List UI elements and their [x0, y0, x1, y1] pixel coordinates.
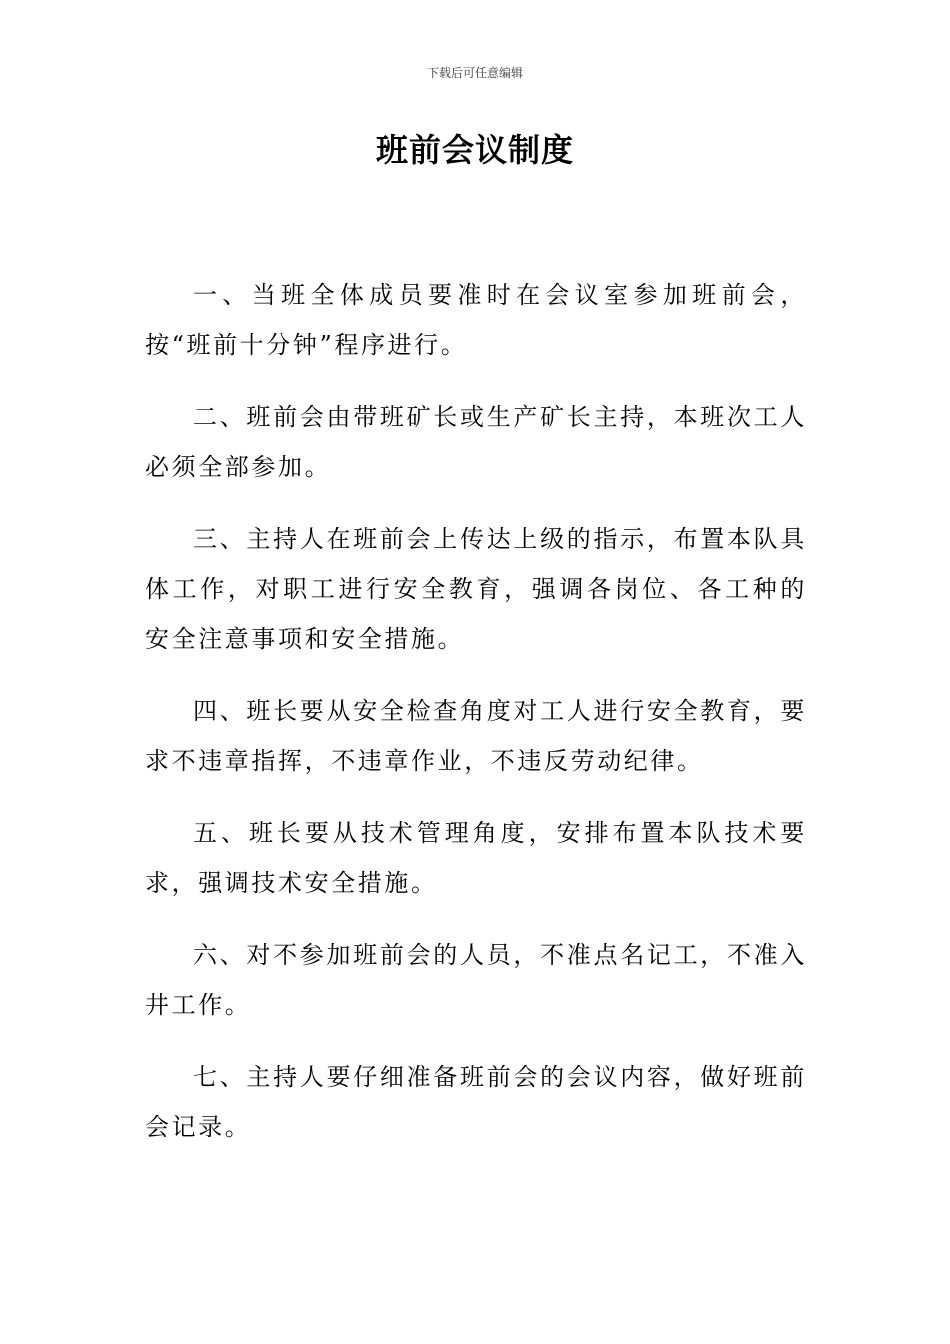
- document-body: [145, 270, 807, 1174]
- paragraph-3: 三、主持人在班前会上传达上级的指示，布置本队具体工作，对职工进行安全教育，强调各岗位、各工种的安全注意事项和安全措施。: [145, 525, 807, 653]
- paragraph-4: 四、班长要从安全检查角度对工人进行安全教育，要求不违章指挥，不违章作业，不违反劳动纪律。: [145, 697, 807, 775]
- paragraph-5: 五、班长要从技术管理角度，安排布置本队技术要求，强调技术安全措施。: [145, 819, 807, 897]
- paragraph-2: 二、班前会由带班矿长或生产矿长主持，本班次工人必须全部参加。: [145, 403, 807, 481]
- paragraph-6: 六、对不参加班前会的人员，不准点名记工，不准入井工作。: [145, 941, 807, 1019]
- paragraph-1: 一、当班全体成员要准时在会议室参加班前会，按“班前十分钟”程序进行。: [145, 281, 807, 359]
- header-note: 下载后可任意编辑: [426, 66, 523, 80]
- paragraph-7: 七、主持人要仔细准备班前会的会议内容，做好班前会记录。: [145, 1063, 807, 1141]
- document-title: 班前会议制度: [375, 131, 574, 169]
